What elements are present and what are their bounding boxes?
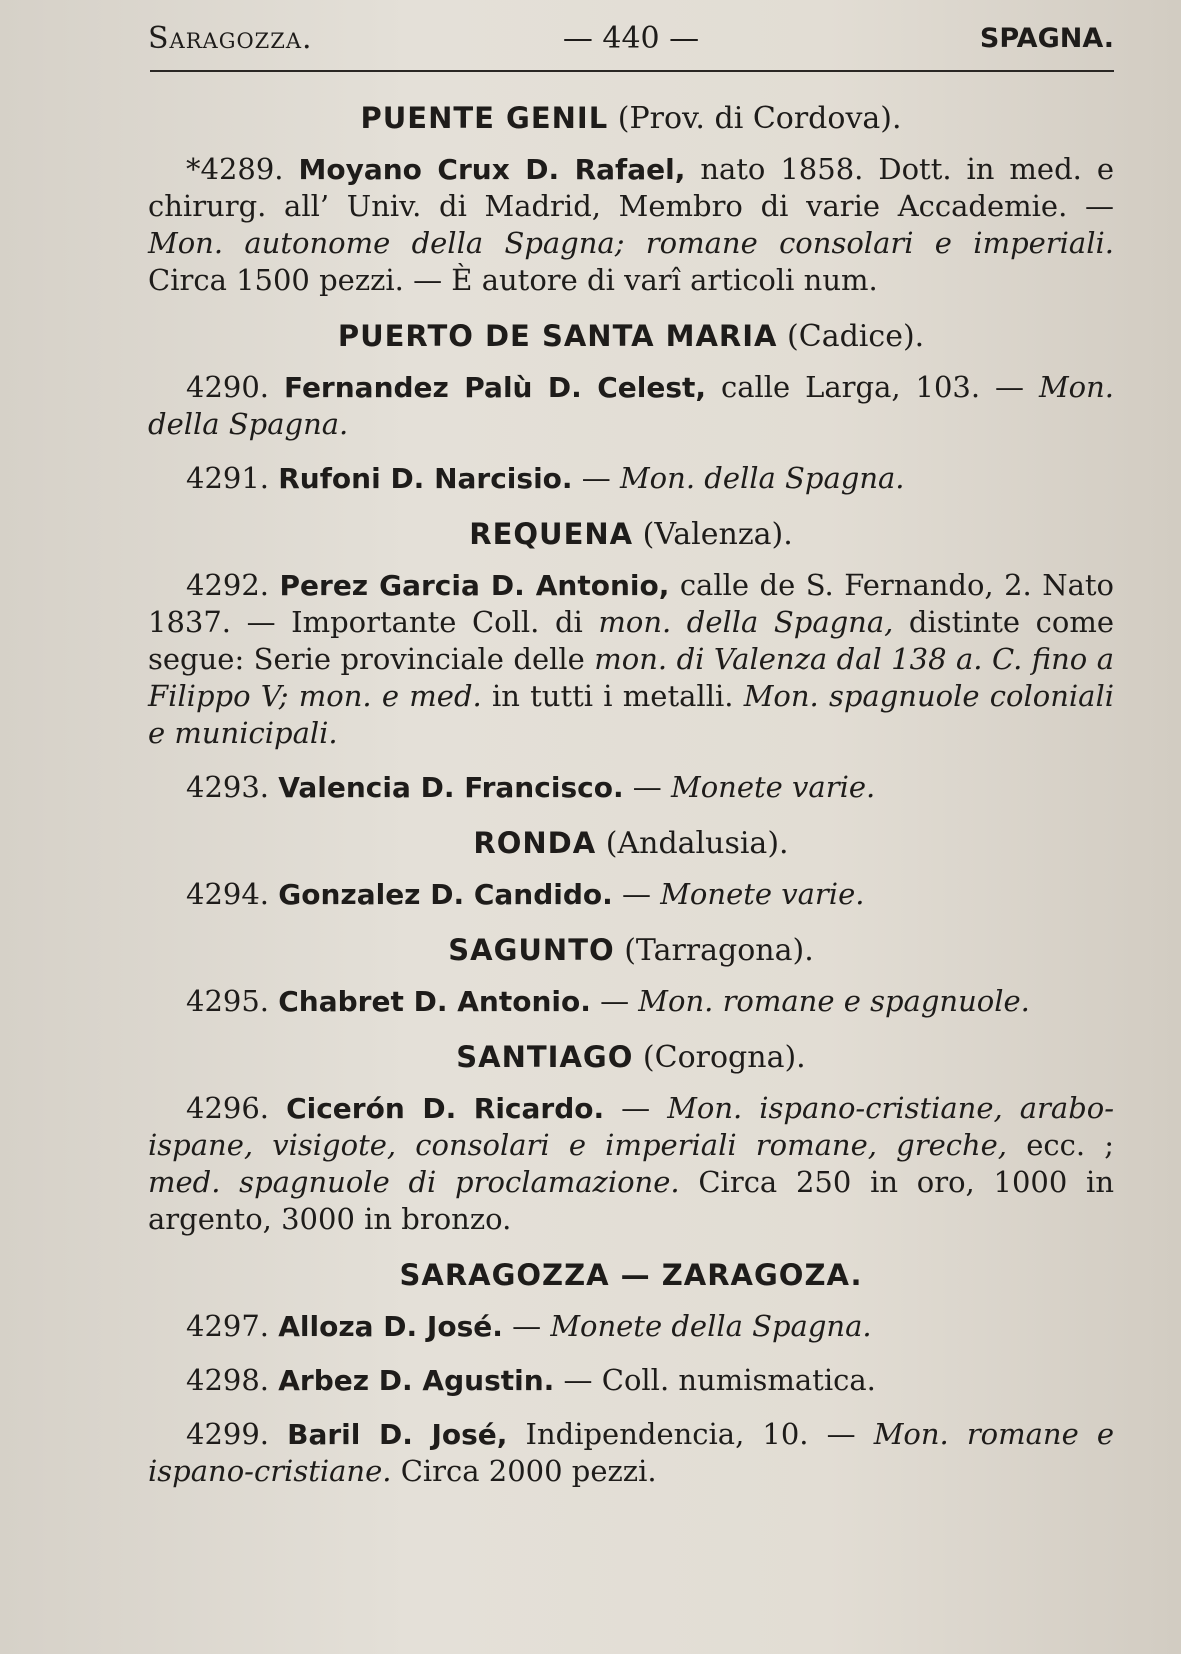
- section-place: RONDA: [473, 826, 597, 860]
- collector-name: Rufoni D. Narcisio.: [278, 462, 573, 495]
- section-place: SAGUNTO: [448, 933, 615, 967]
- section-region: (Valenza).: [642, 517, 793, 552]
- entry-collection: Mon. autonome della Spagna; romane consolari e imperiali.: [148, 226, 1114, 260]
- entry-collection: Mon. romane e ispano-cristiane.: [148, 1417, 1115, 1488]
- entry-collection: Mon. romane e spagnuole.: [638, 984, 1030, 1018]
- section-place: SARAGOZZA — ZARAGOZA.: [399, 1258, 863, 1292]
- entry-text: ecc. ;: [1007, 1128, 1114, 1162]
- section-heading: [148, 514, 1114, 555]
- section-heading: [148, 316, 1114, 357]
- entry-number: 4297.: [186, 1309, 270, 1343]
- collector-entry: [148, 369, 1114, 443]
- entry-number: 4299.: [186, 1417, 270, 1451]
- section-region: (Corogna).: [642, 1040, 806, 1075]
- page-number: — 440 —: [562, 21, 700, 56]
- entry-text: distinte come segue: Serie provinciale delle: [148, 605, 1114, 676]
- collector-name: Fernandez Palù D. Celest,: [283, 371, 707, 404]
- running-head-country: SPAGNA.: [979, 23, 1114, 54]
- entry-collection: Mon. spagnuole coloniali e municipali.: [148, 679, 1114, 750]
- section-place: REQUENA: [469, 517, 634, 551]
- collector-entry: [148, 876, 1114, 913]
- running-head-city: Saragozza.: [148, 21, 313, 56]
- section-heading: [148, 98, 1114, 139]
- entry-text: Circa 250 in oro, 1000 in argento, 3000 in bronzo.: [148, 1165, 1114, 1236]
- collector-name: Valencia D. Francisco.: [278, 771, 624, 804]
- entry-number: 4292.: [186, 568, 270, 602]
- collector-entry: [148, 769, 1114, 806]
- collector-entry: [148, 1362, 1114, 1399]
- entry-collection: Monete della Spagna.: [550, 1309, 872, 1343]
- section-heading: [148, 930, 1114, 971]
- entry-number: 4294.: [186, 877, 270, 911]
- collector-entry: [148, 1090, 1114, 1238]
- entry-number: 4293.: [186, 770, 270, 804]
- entry-number: 4291.: [186, 461, 270, 495]
- entry-text: —: [623, 770, 672, 804]
- entry-collection: Mon. della Spagna.: [619, 461, 905, 495]
- entry-text: Circa 2000 pezzi.: [391, 1454, 657, 1488]
- entry-text: —: [502, 1309, 551, 1343]
- entry-text: calle de S. Fernando, 2. Nato 1837. — Importante Coll. di: [148, 568, 1115, 639]
- entry-collection: mon. della Spagna,: [598, 605, 894, 639]
- entry-text: Circa 1500 pezzi. — È autore di varî articoli num.: [148, 263, 878, 297]
- section-heading: [148, 1037, 1114, 1078]
- entry-text: — Coll. numismatica.: [554, 1363, 876, 1397]
- section-place: PUERTO DE SANTA MARIA: [337, 319, 778, 353]
- collector-entry: [148, 1308, 1114, 1345]
- collector-name: Baril D. José,: [287, 1418, 508, 1451]
- entry-text: Indipendencia, 10. —: [507, 1417, 874, 1451]
- header-rule: [150, 70, 1114, 72]
- running-head: [148, 14, 1114, 64]
- entry-text: in tutti i metalli.: [481, 679, 744, 713]
- entry-text: —: [612, 877, 661, 911]
- collector-entry: [148, 983, 1114, 1020]
- entry-text: —: [590, 984, 639, 1018]
- section-region: (Prov. di Cordova).: [617, 101, 902, 136]
- entry-collection: med. spagnuole di proclamazione.: [148, 1165, 680, 1199]
- collector-name: Arbez D. Agustin.: [278, 1364, 555, 1397]
- collector-entry: [148, 460, 1114, 497]
- collector-entry: [148, 151, 1114, 299]
- entry-number: 4296.: [186, 1091, 270, 1125]
- entry-number: 4295.: [186, 984, 270, 1018]
- entry-number: 4290.: [186, 370, 270, 404]
- entry-text: nato 1858. Dott. in med. e chirurg. all’ Univ. di Madrid, Membro di varie Accademie. —: [148, 152, 1114, 223]
- entry-collection: Monete varie.: [660, 877, 865, 911]
- section-heading: [148, 823, 1114, 864]
- section-region: (Cadice).: [787, 319, 925, 354]
- collector-name: Cicerón D. Ricardo.: [286, 1092, 605, 1125]
- entry-collection: Mon. ispano-cristiane, arabo-ispane, visigote, consolari e imperiali romane, greche,: [148, 1091, 1115, 1162]
- section-place: PUENTE GENIL: [360, 101, 609, 135]
- entry-text: calle Larga, 103. —: [706, 370, 1039, 404]
- directory-content: [148, 98, 1114, 1507]
- entry-number: *4289.: [186, 152, 284, 186]
- collector-name: Gonzalez D. Candido.: [278, 878, 613, 911]
- collector-entry: [148, 1416, 1114, 1490]
- collector-name: Alloza D. José.: [278, 1310, 503, 1343]
- entry-collection: Monete varie.: [671, 770, 876, 804]
- collector-entry: [148, 567, 1114, 752]
- section-heading: [148, 1255, 1114, 1296]
- collector-name: Chabret D. Antonio.: [278, 985, 591, 1018]
- section-place: SANTIAGO: [456, 1040, 634, 1074]
- entry-text: —: [572, 461, 620, 495]
- section-region: (Tarragona).: [624, 933, 814, 968]
- entry-collection: Mon. della Spagna.: [148, 370, 1115, 441]
- entry-number: 4298.: [186, 1363, 270, 1397]
- collector-name: Perez Garcia D. Antonio,: [279, 569, 670, 602]
- entry-text: —: [604, 1091, 668, 1125]
- entry-collection: mon. di Valenza dal 138 a. C. fino a Filippo V; mon. e med.: [148, 642, 1114, 713]
- collector-name: Moyano Crux D. Rafael,: [298, 153, 686, 186]
- section-region: (Andalusia).: [605, 826, 789, 861]
